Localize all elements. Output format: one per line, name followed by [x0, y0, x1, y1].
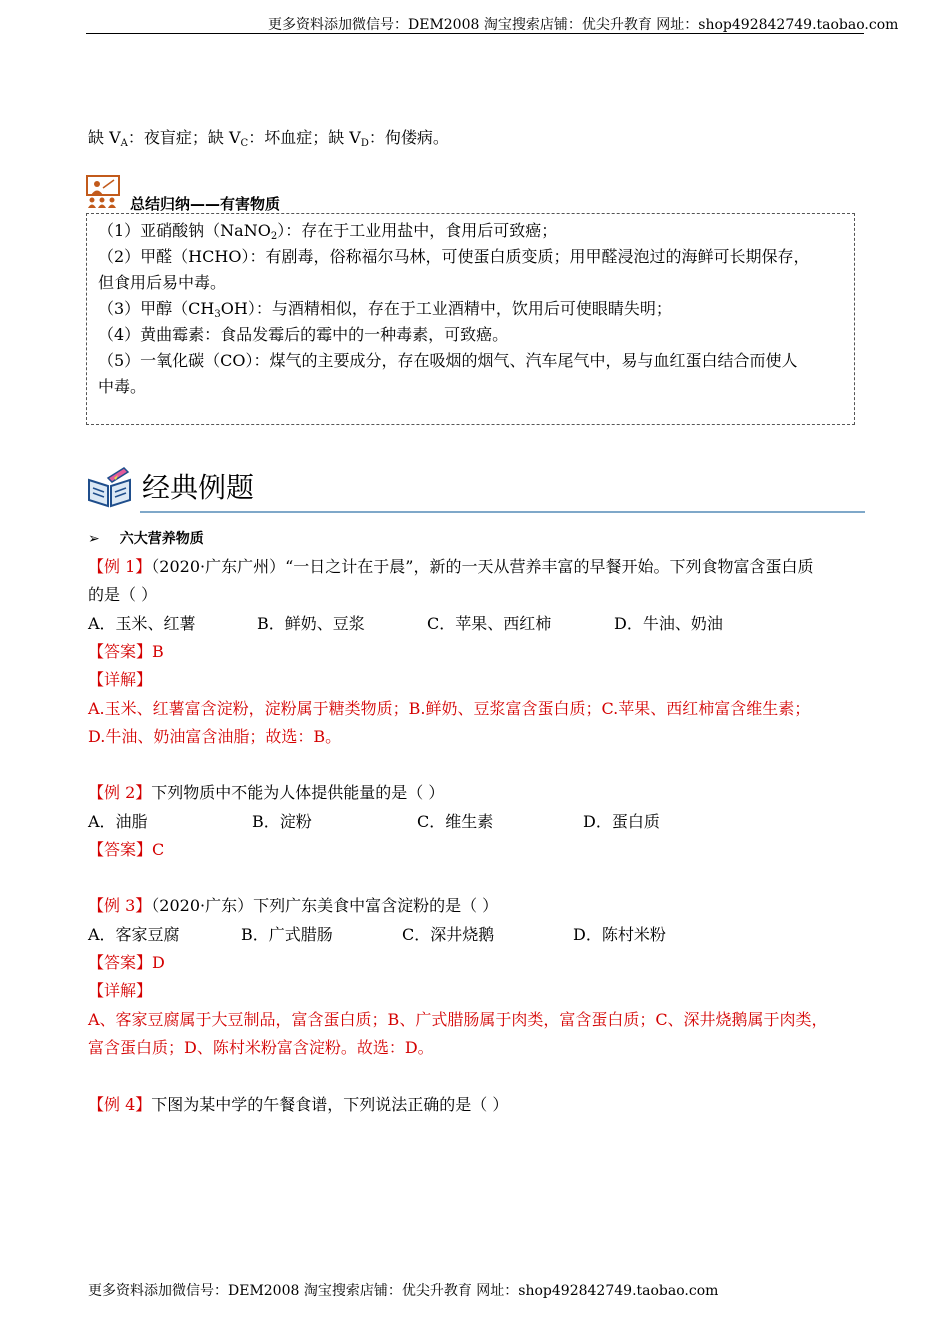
open-book-icon: [86, 466, 134, 508]
ex3-answer: 【答案】D: [88, 953, 165, 972]
section-rule: [140, 511, 865, 513]
ex1-option-c: C．苹果、西红柿: [427, 614, 552, 633]
ex1-question: 【例 1】（2020·广东广州）“一日之计在于晨”，新的一天从营养丰富的早餐开始。下列食物富含蛋白质: [88, 557, 814, 576]
ex4-question: 【例 4】下图为某中学的午餐食谱，下列说法正确的是（ ）: [88, 1095, 509, 1114]
ex3-option-b: B．广式腊肠: [241, 925, 333, 944]
ex1-detail-1: A.玉米、红薯富含淀粉，淀粉属于糖类物质；B.鲜奶、豆浆富含蛋白质；C.苹果、西红柿富含维生素；: [88, 699, 811, 718]
ex1-detail-2: D.牛油、奶油富含油脂；故选：B。: [88, 727, 342, 746]
ex3-detail-tag: 【详解】: [88, 981, 153, 1000]
arrow-icon: ➢: [88, 531, 100, 547]
summary-line-2b: 但食用后易中毒。: [98, 273, 227, 292]
summary-line-5: （5）一氧化碳（CO）：煤气的主要成分，存在吸烟的烟气、汽车尾气中，易与血红蛋白结合而使人: [98, 351, 798, 370]
vitamin-line: 缺 $V_A$：夜盲症；缺 $V_C$：坏血症；缺 $V_D$：佝偻病。: [88, 128, 449, 149]
ex2-option-d: D．蛋白质: [583, 812, 660, 831]
ex1-detail-tag: 【详解】: [88, 670, 153, 689]
summary-line-4: （4）黄曲霉素：食品发霉后的霉中的一种毒素，可致癌。: [98, 325, 509, 344]
ex3-detail-1: A、客家豆腐属于大豆制品，富含蛋白质；B、广式腊肠属于肉类，富含蛋白质；C、深井烧鹅属于肉类，: [88, 1010, 828, 1029]
ex2-option-b: B．淀粉: [252, 812, 312, 831]
ex3-detail-2: 富含蛋白质；D、陈村米粉富含淀粉。故选：D。: [88, 1038, 434, 1057]
ex3-question: 【例 3】（2020·广东）下列广东美食中富含淀粉的是（ ）: [88, 896, 499, 915]
ex1-option-a: A．玉米、红薯: [88, 614, 196, 633]
ex1-question-cont: 的是（ ）: [88, 585, 158, 604]
summary-line-3: （3）甲醇$(CH_3OH)$：与酒精相似，存在于工业酒精中，饮用后可使眼睛失明；: [98, 299, 672, 320]
teacher-board-icon: [86, 175, 122, 209]
ex2-question: 【例 2】下列物质中不能为人体提供能量的是（ ）: [88, 783, 445, 802]
summary-title: 总结归纳——有害物质: [130, 195, 281, 213]
page-footer: 更多资料添加微信号：DEM2008 淘宝搜索店铺：优尖升教育 网址：shop492842749.taobao.com: [88, 1283, 719, 1299]
summary-line-5b: 中毒。: [98, 377, 147, 396]
ex2-option-c: C．维生素: [417, 812, 494, 831]
ex3-option-a: A．客家豆腐: [88, 925, 180, 944]
ex3-option-d: D．陈村米粉: [573, 925, 666, 944]
summary-line-1: （1）亚硝酸钠（NaNO$_2$）：存在于工业用盐中，食用后可致癌；: [98, 221, 558, 242]
subhead: ➢ 六大营养物质: [88, 531, 204, 547]
section-title: 经典例题: [142, 471, 255, 504]
ex1-option-d: D．牛油、奶油: [614, 614, 723, 633]
ex1-answer: 【答案】B: [88, 642, 164, 661]
ex1-option-b: B．鲜奶、豆浆: [257, 614, 365, 633]
page-header: 更多资料添加微信号：DEM2008 淘宝搜索店铺：优尖升教育 网址：shop492842749.taobao.com: [268, 17, 899, 33]
header-rule: [86, 33, 864, 34]
ex2-option-a: A．油脂: [88, 812, 148, 831]
ex2-answer: 【答案】C: [88, 840, 165, 859]
ex3-option-c: C．深井烧鹅: [402, 925, 495, 944]
summary-line-2: （2）甲醛（HCHO）：有剧毒，俗称福尔马林，可使蛋白质变质；用甲醛浸泡过的海鲜可长期保存，: [98, 247, 810, 266]
